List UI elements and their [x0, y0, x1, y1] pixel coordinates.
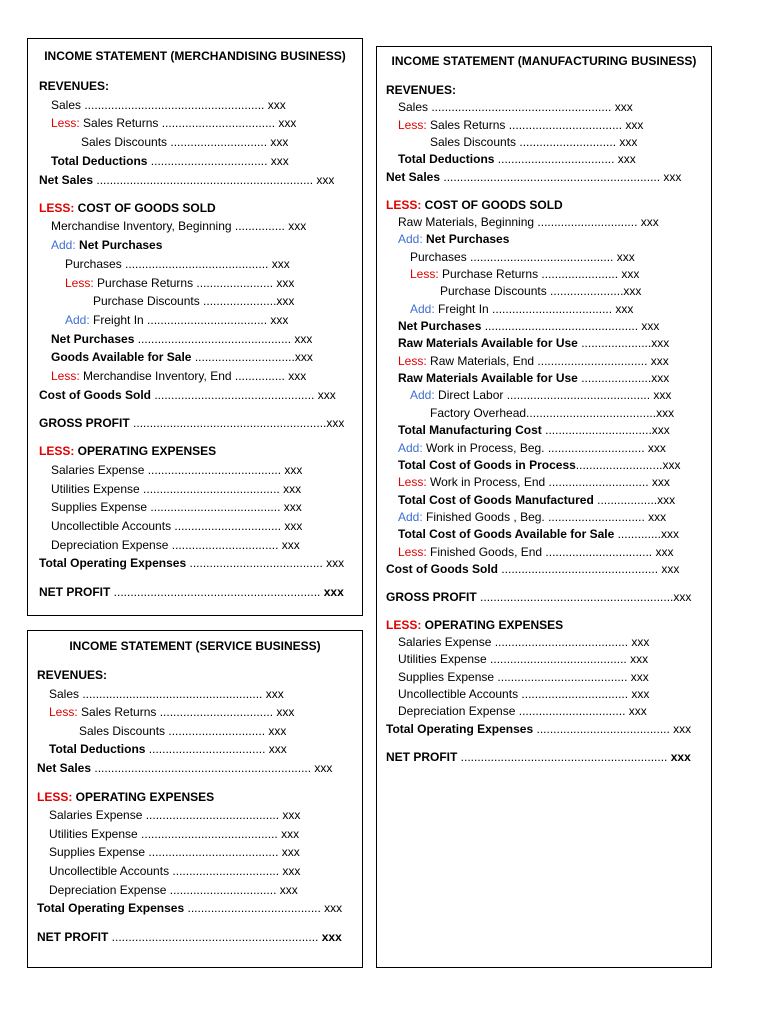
statement-line [37, 761, 332, 775]
statement-line [51, 154, 289, 168]
line-text: Direct Labor ........................................... xxx [434, 388, 672, 403]
line-text: Net Sales [386, 169, 441, 184]
statement-line [398, 493, 675, 507]
line-amount: xxx [321, 929, 342, 944]
statement-line [386, 562, 679, 576]
line-text: Merchandise Inventory, Beginning ............... xxx [51, 219, 307, 234]
line-text: REVENUES: [37, 668, 108, 682]
line-text: REVENUES: [39, 79, 110, 93]
statement-line [49, 864, 300, 878]
line-text: Sales ...................................................... xxx [51, 97, 286, 112]
line-text: Utilities Expense ......................................... xxx [49, 826, 300, 841]
line-leader-amount: .............xxx [614, 527, 679, 542]
statement-title: INCOME STATEMENT (MERCHANDISING BUSINESS) [44, 49, 346, 63]
line-text: GROSS PROFIT [39, 415, 130, 430]
statement-line [93, 294, 294, 308]
statement-line [49, 687, 284, 701]
line-text: Raw Materials Available for Use [398, 336, 578, 351]
line-text: Sales Discounts ............................. xxx [79, 723, 287, 738]
statement-line [386, 83, 456, 97]
line-text: OPERATING EXPENSES [72, 789, 215, 804]
service-statement [27, 630, 363, 968]
line-text: Sales ...................................................... xxx [398, 100, 633, 115]
statement-line [51, 463, 302, 477]
merchandising-statement [27, 38, 363, 616]
keyword-label: LESS: [386, 197, 422, 212]
statement-line [39, 173, 334, 187]
statement-line [79, 724, 286, 738]
statement-line [51, 219, 306, 233]
line-leader-amount: .............................................. xxx [481, 319, 660, 334]
statement-line [51, 519, 302, 533]
line-text: Total Cost of Goods in Process [398, 457, 576, 472]
line-text: Total Manufacturing Cost [398, 423, 542, 438]
line-text: Utilities Expense ......................................... xxx [51, 481, 302, 496]
line-text: Sales Discounts ............................. xxx [430, 135, 638, 150]
keyword-label: Less: [51, 116, 80, 131]
statement-line [49, 827, 299, 841]
line-text: Depreciation Expense ................................ xxx [49, 882, 298, 897]
statement-line [440, 284, 641, 298]
line-leader-amount: .............................................................. [457, 749, 671, 764]
keyword-label: LESS: [39, 444, 75, 459]
line-leader-amount: .............................................................. [110, 584, 324, 599]
line-text: OPERATING EXPENSES [421, 617, 564, 632]
keyword-label: LESS: [37, 789, 73, 804]
keyword-label: Less: [398, 544, 427, 559]
keyword-label: Add: [398, 509, 423, 524]
line-text: Net Purchases [75, 238, 163, 253]
statement-title: INCOME STATEMENT (SERVICE BUSINESS) [69, 639, 321, 653]
line-text: Supplies Expense ....................................... xxx [398, 669, 649, 684]
line-text: Raw Materials Available for Use [398, 371, 578, 386]
line-text: Total Operating Expenses [386, 721, 534, 736]
line-leader-amount: .............................................. xxx [134, 331, 313, 346]
line-text: Purchase Discounts ......................xxx [93, 294, 295, 309]
keyword-label: Less: [49, 705, 78, 720]
statement-line [49, 883, 298, 897]
line-text: Net Purchases [51, 331, 135, 346]
line-leader-amount: .............................................................. [108, 929, 322, 944]
line-text: Total Deductions [398, 152, 495, 167]
line-text: Sales Returns .................................. xxx [77, 705, 295, 720]
line-text: Total Operating Expenses [37, 901, 185, 916]
line-text: Net Sales [37, 761, 92, 775]
line-text: Cost of Goods Sold [386, 561, 498, 576]
statement-line [51, 538, 300, 552]
statement-line [398, 458, 680, 472]
keyword-label: Add: [51, 238, 76, 253]
line-text: Total Cost of Goods Available for Sale [398, 527, 615, 542]
statement-line [398, 100, 633, 114]
line-amount: xxx [670, 749, 691, 764]
statement-line [49, 705, 294, 719]
statement-line [39, 585, 344, 599]
statement-line [398, 336, 669, 350]
line-text: Sales ...................................................... xxx [49, 686, 284, 701]
statement-line [398, 687, 649, 701]
statement-line [430, 135, 637, 149]
statement-line [410, 267, 639, 281]
line-text: COST OF GOODS SOLD [421, 197, 563, 212]
keyword-label: Add: [410, 301, 435, 316]
line-text: Sales Discounts ............................. xxx [81, 135, 289, 150]
keyword-label: Less: [410, 267, 439, 281]
statement-line [386, 590, 691, 604]
line-text: Cost of Goods Sold [39, 387, 151, 402]
line-leader-amount: ..................xxx [593, 492, 676, 507]
line-text: COST OF GOODS SOLD [74, 200, 216, 215]
line-text: GROSS PROFIT [386, 589, 477, 604]
statement-line [398, 215, 659, 229]
line-text: Salaries Expense ........................................ xxx [51, 462, 303, 477]
statement-line [39, 79, 109, 93]
line-text: REVENUES: [386, 83, 457, 97]
statement-line [65, 313, 288, 327]
statement-line [39, 444, 216, 458]
line-leader-amount: ................................xxx [541, 423, 670, 438]
keyword-label: LESS: [39, 200, 75, 215]
line-text: OPERATING EXPENSES [74, 444, 217, 459]
statement-line [386, 198, 563, 212]
statement-line [398, 118, 643, 132]
keyword-label: Add: [65, 312, 90, 327]
statement-line [386, 170, 681, 184]
line-text: Uncollectible Accounts ................................ xxx [49, 864, 301, 878]
statement-line [49, 845, 300, 859]
line-leader-amount: .....................xxx [577, 336, 670, 351]
statement-line [37, 668, 107, 682]
statement-line [51, 482, 301, 496]
statement-line [49, 742, 287, 756]
line-text: Total Deductions [49, 742, 146, 757]
line-text: Salaries Expense ........................................ xxx [49, 808, 301, 823]
keyword-label: Add: [410, 388, 435, 403]
statement-line [398, 545, 673, 559]
line-leader-amount: ................................................................. xxx [440, 169, 682, 184]
line-text: NET PROFIT [37, 929, 109, 944]
line-leader-amount: ........................................ xxx [533, 721, 692, 736]
line-leader-amount: ................................... xxx [494, 152, 636, 167]
statement-line [37, 901, 342, 915]
line-leader-amount: ..........................xxx [575, 457, 681, 472]
statement-line [386, 618, 563, 632]
statement-line [386, 722, 691, 736]
line-leader-amount: ........................................ xxx [186, 556, 345, 571]
statement-line [51, 332, 312, 346]
line-leader-amount: ..........................................................xxx [476, 589, 692, 604]
line-text: Salaries Expense ........................................ xxx [398, 635, 650, 649]
line-leader-amount: ..............................xxx [191, 350, 313, 365]
statement-title: INCOME STATEMENT (MANUFACTURING BUSINESS) [391, 54, 697, 68]
line-text: Raw Materials, End ................................. xxx [426, 353, 669, 368]
line-text: Goods Available for Sale [51, 350, 192, 365]
line-leader-amount: ................................................................. xxx [91, 761, 333, 775]
statement-line [398, 670, 649, 684]
keyword-label: Add: [398, 232, 423, 247]
line-text: Factory Overhead.......................................xxx [430, 405, 675, 420]
statement-line [398, 319, 659, 333]
statement-line [49, 808, 300, 822]
line-text: Raw Materials, Beginning .............................. xxx [398, 214, 659, 229]
statement-line [51, 98, 286, 112]
line-text: Freight In .................................... xxx [89, 312, 289, 327]
line-amount: xxx [323, 584, 344, 599]
line-text: Net Sales [39, 172, 94, 187]
line-text: Purchase Returns ....................... xxx [93, 275, 295, 290]
line-text: Purchase Returns ....................... xxx [438, 267, 640, 281]
statement-line [398, 371, 669, 385]
line-leader-amount: ................................................................. xxx [93, 172, 335, 187]
line-text: Total Deductions [51, 153, 148, 168]
statement-line [398, 152, 636, 166]
line-text: Sales Returns .................................. xxx [426, 117, 644, 132]
statement-line [398, 441, 666, 455]
line-leader-amount: ........................................ xxx [184, 901, 343, 916]
line-text: Work in Process, End .............................. xxx [426, 475, 670, 490]
line-text: NET PROFIT [386, 749, 458, 764]
line-text: Sales Returns .................................. xxx [79, 116, 297, 131]
line-text: Total Operating Expenses [39, 556, 187, 571]
line-leader-amount: ................................... xxx [145, 742, 287, 757]
manufacturing-statement [376, 46, 712, 968]
line-text: Net Purchases [422, 232, 510, 247]
statement-line [410, 250, 635, 264]
statement-line [51, 350, 313, 364]
keyword-label: Less: [398, 475, 427, 490]
statement-line [398, 704, 647, 718]
line-text: Supplies Expense ....................................... xxx [49, 845, 300, 860]
keyword-label: Less: [398, 353, 427, 368]
statement-line [430, 406, 674, 420]
statement-line [398, 423, 670, 437]
statement-line [37, 790, 214, 804]
line-text: Finished Goods , Beg. ............................. xxx [422, 509, 667, 524]
line-text: Purchases ........................................... xxx [65, 256, 290, 271]
keyword-label: Less: [398, 117, 427, 132]
statement-line [51, 500, 302, 514]
line-text: Supplies Expense ....................................... xxx [51, 500, 302, 515]
line-text: Total Cost of Goods Manufactured [398, 492, 594, 507]
statement-line [39, 201, 216, 215]
keyword-label: Less: [65, 275, 94, 290]
statement-line [39, 556, 344, 570]
statement-line [398, 354, 669, 368]
line-leader-amount: ............................................... xxx [498, 561, 680, 576]
line-leader-amount: ................................................ xxx [151, 387, 336, 402]
statement-line [65, 276, 294, 290]
line-text: Depreciation Expense ................................ xxx [398, 704, 647, 719]
statement-line [39, 416, 344, 430]
statement-line [398, 652, 648, 666]
statement-line [51, 116, 296, 130]
line-leader-amount: ..........................................................xxx [129, 415, 345, 430]
statement-line [51, 369, 306, 383]
line-text: Uncollectible Accounts ................................ xxx [51, 518, 303, 533]
statement-line [65, 257, 290, 271]
statement-line [398, 635, 649, 649]
statement-line [81, 135, 288, 149]
line-text: NET PROFIT [39, 584, 111, 599]
line-text: Finished Goods, End ................................ xxx [426, 544, 674, 559]
line-text: Purchases ........................................... xxx [410, 249, 635, 264]
line-leader-amount: ................................... xxx [147, 153, 289, 168]
line-text: Net Purchases [398, 319, 482, 334]
keyword-label: Add: [398, 440, 423, 455]
line-text: Purchase Discounts ......................xxx [440, 284, 642, 299]
line-text: Merchandise Inventory, End ............... xxx [79, 369, 307, 383]
line-text: Uncollectible Accounts ................................ xxx [398, 687, 650, 702]
statement-line [386, 750, 691, 764]
statement-line [398, 510, 666, 524]
statement-line [51, 238, 162, 252]
statement-line [410, 302, 633, 316]
statement-line [410, 388, 671, 402]
line-text: Utilities Expense ......................................... xxx [398, 652, 649, 667]
keyword-label: LESS: [386, 617, 422, 632]
statement-line [398, 475, 670, 489]
statement-line [39, 388, 336, 402]
line-text: Depreciation Expense ................................ xxx [51, 537, 300, 552]
statement-line [398, 527, 679, 541]
statement-line [37, 930, 342, 944]
keyword-label: Less: [51, 369, 80, 383]
line-text: Freight In .................................... xxx [434, 301, 634, 316]
line-leader-amount: .....................xxx [577, 371, 670, 386]
statement-line [398, 232, 509, 246]
line-text: Work in Process, Beg. ............................. xxx [422, 440, 666, 455]
